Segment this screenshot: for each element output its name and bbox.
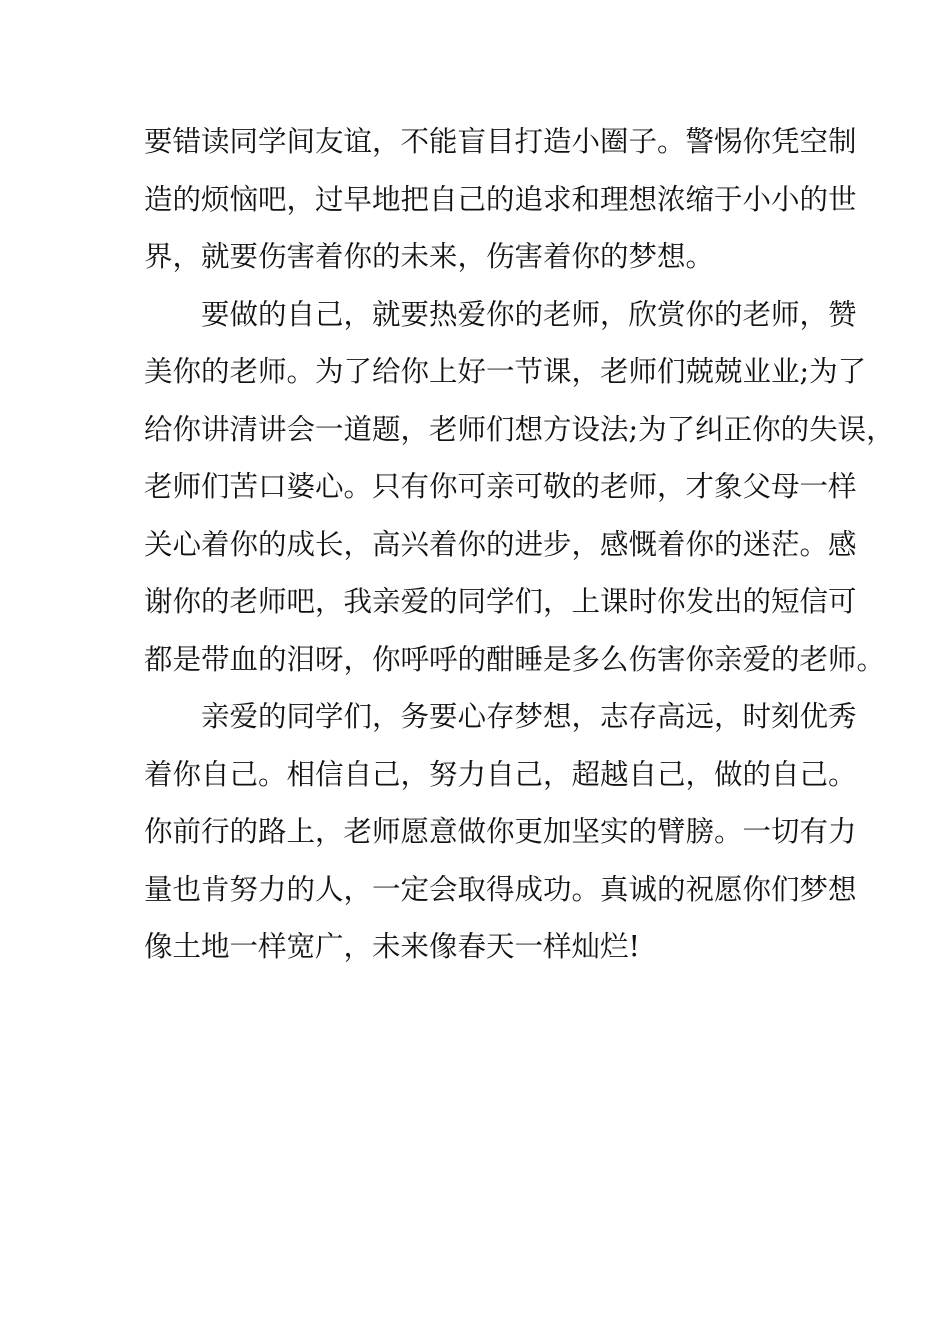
paragraph-3: [144, 688, 857, 976]
text-line: 老师们苦口婆心。只有你可亲可敬的老师，才象父母一样: [144, 470, 857, 503]
text-line: 造的烦恼吧，过早地把自己的追求和理想浓缩于小小的世: [144, 182, 857, 216]
text-line: 关心着你的成长，高兴着你的进步，感慨着你的迷茫。感: [144, 527, 857, 561]
text-line: 你前行的路上，老师愿意做你更加坚实的臂膀。一切有力: [144, 815, 857, 848]
text-line: 要做的自己，就要热爱你的老师，欣赏你的老师，赞: [201, 297, 857, 331]
paragraph-1: [144, 113, 857, 286]
text-line: 都是带血的泪呀，你呼呼的酣睡是多么伤害你亲爱的老师。: [144, 642, 886, 676]
text-line: 要错读同学间友谊，不能盲目打造小圈子。警惕你凭空制: [144, 125, 857, 158]
text-line: 亲爱的同学们，务要心存梦想，志存高远，时刻优秀: [201, 700, 857, 733]
text-line: 给你讲清讲会一道题，老师们想方设法;为了纠正你的失误，: [144, 412, 895, 446]
text-line: 量也肯努力的人，一定会取得成功。真诚的祝愿你们梦想: [144, 872, 857, 906]
document-body: [144, 113, 895, 976]
text-line: 着你自己。相信自己，努力自己，超越自己，做的自己。: [144, 757, 857, 791]
text-line: 谢你的老师吧，我亲爱的同学们，上课时你发出的短信可: [144, 585, 857, 618]
text-line: 美你的老师。为了给你上好一节课，老师们兢兢业业;为了: [144, 355, 867, 388]
text-line: 界，就要伤害着你的未来，伤害着你的梦想。: [144, 240, 715, 273]
text-line: 像土地一样宽广，未来像春天一样灿烂!: [144, 930, 640, 963]
paragraph-2: [144, 286, 895, 689]
